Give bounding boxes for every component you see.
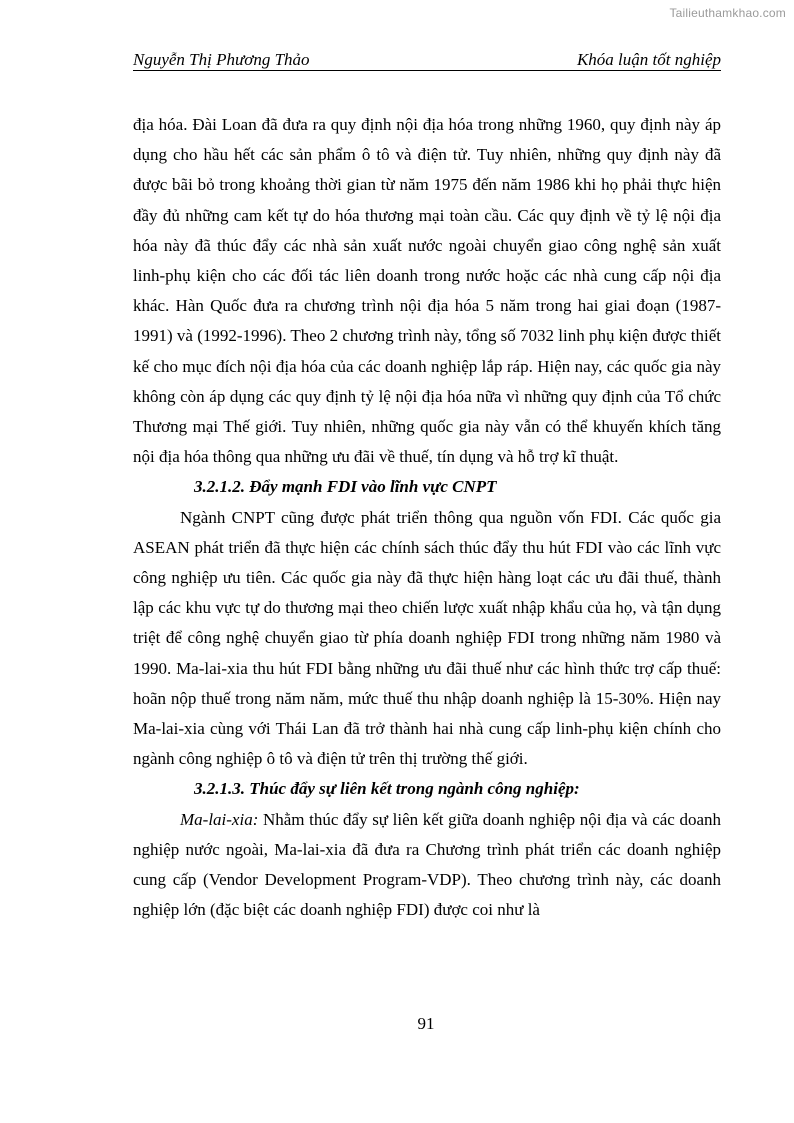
header-doc-type: Khóa luận tốt nghiệp [576,50,721,69]
page-number: 91 [417,1014,435,1033]
page-header [133,48,721,71]
page-body [133,110,721,925]
watermark: Tailieuthamkhao.com [669,6,786,20]
section-heading-linkage: 3.2.1.3. Thúc đẩy sự liên kết trong ngành công nghiệp: [194,779,580,799]
header-author: Nguyễn Thị Phương Thảo [133,50,310,69]
paragraph-fdi: Ngành CNPT cũng được phát triển thông qua nguồn vốn FDI. Các quốc gia ASEAN phát triển đã thực hiện các chính sách thúc đẩy thu hút FDI vào các lĩnh vực công nghiệp ưu tiên. Các quốc gia này đã thực hiện hàng loạt các ưu đãi thuế, thành lập các khu vực tự do thương mại theo chiến lược xuất nhập khẩu của họ, và tận dụng triệt để công nghệ chuyển giao từ phía doanh nghiệp FDI trong những năm 1980 và 1990. Ma-lai-xia thu hút FDI bằng những ưu đãi thuế như các hình thức trợ cấp thuế: hoãn nộp thuế trong năm năm, mức thuế thu nhập doanh nghiệp là 15-30%. Hiện nay Ma-lai-xia cùng với Thái Lan đã trở thành hai nhà cung cấp linh-phụ kiện chính cho ngành công nghiệp ô tô và điện tử trên thị trường thế giới. [133,507,721,769]
paragraph-malaysia [133,805,721,926]
paragraph-localization: địa hóa. Đài Loan đã đưa ra quy định nội địa hóa trong những 1960, quy định này áp dụng cho hầu hết các sản phẩm ô tô và điện tử. Tuy nhiên, những quy định này đã được bãi bỏ trong khoảng thời gian từ năm 1975 đến năm 1986 khi họ phải thực hiện đầy đủ những cam kết tự do hóa thương mại toàn cầu. Các quy định về tỷ lệ nội địa hóa này đã thúc đẩy các nhà sản xuất nước ngoài chuyển giao công nghệ sản xuất linh-phụ kiện cho các đối tác liên doanh trong nước hoặc các nhà cung cấp nội địa khác. Hàn Quốc đưa ra chương trình nội địa hóa 5 năm trong hai giai đoạn (1987-1991) và (1992-1996). Theo 2 chương trình này, tổng số 7032 linh phụ kiện được thiết kế cho mục đích nội địa hóa của các doanh nghiệp lắp ráp. Hiện nay, các quốc gia này không còn áp dụng các quy định tỷ lệ nội địa hóa nữa vì những quy định của Tổ chức Thương mại Thế giới. Tuy nhiên, những quốc gia này vẫn có thể khuyến khích tăng nội địa hóa thông qua những ưu đãi về thuế, tín dụng và hỗ trợ kĩ thuật. [133,115,721,467]
paragraph-lead-term: Ma-lai-xia: [180,809,259,829]
section-heading-fdi: 3.2.1.2. Đẩy mạnh FDI vào lĩnh vực CNPT [194,477,497,497]
paragraph-malaysia-text: Nhằm thúc đẩy sự liên kết giữa doanh nghiệp nội địa và các doanh nghiệp nước ngoài, Ma-lai-xia đã đưa ra Chương trình phát triển các doanh nghiệp cung cấp (Vendor Development Program-VDP). Theo chương trình này, các doanh nghiệp lớn (đặc biệt các doanh nghiệp FDI) được coi như là [133,809,721,920]
